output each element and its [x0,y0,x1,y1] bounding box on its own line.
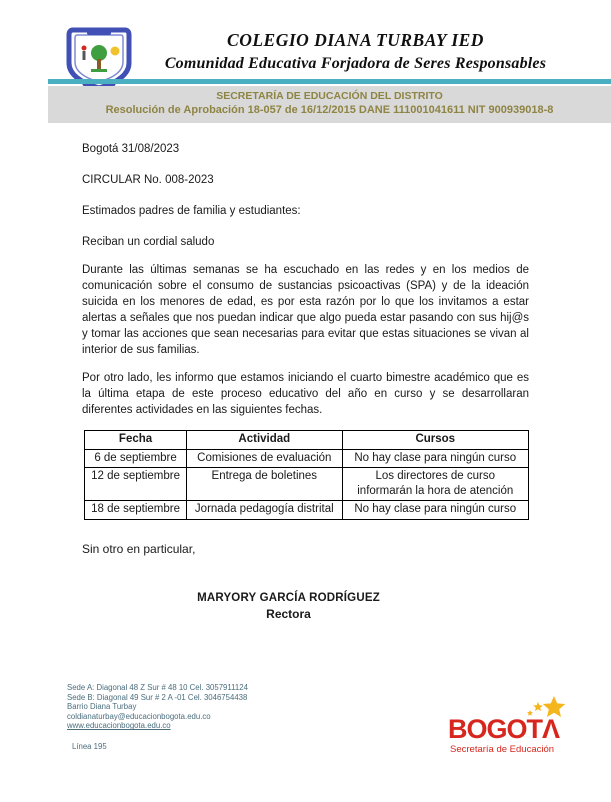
cell-cursos: Los directores de curso informarán la hora de atención [342,468,529,501]
banner-resolution: Resolución de Aprobación 18-057 de 16/12/2015 DANE 111001041611 NIT 900939018-8 [105,104,554,116]
signature-title: Rectora [266,606,311,621]
banner-title: SECRETARÍA DE EDUCACIÓN DEL DISTRITO [216,90,443,102]
document-footer [0,680,611,802]
document-header [0,0,611,122]
bogota-secretaria-logo [448,694,573,760]
bogota-a-caret: Λ [542,714,560,744]
table-row [85,449,529,468]
cell-actividad: Entrega de boletines [187,468,342,501]
footer-email: coldianaturbay@educacionbogota.edu.co [67,711,211,721]
table-header-row [85,431,529,450]
paragraph-fourth-term: Por otro lado, les informo que estamos iniciando el cuarto bimestre académico que es la última etapa de este proceso educativo del año en curso y se desarrollaran diferentes actividades en las siguientes fechas. [82,372,529,416]
cell-cursos: No hay clase para ningún curso [342,449,529,468]
footer-barrio: Barrio Diana Turbay [67,702,137,712]
footer-address-block [67,683,248,731]
header-titles [120,30,591,73]
bogota-wordmark: BOGOTΛ [448,714,560,744]
bogota-subtitle: Secretaría de Educación [450,744,555,755]
table-row [85,468,529,501]
footer-phone-line: Línea 195 [72,742,107,751]
secretaria-banner [48,86,611,123]
column-header-fecha: Fecha [85,431,187,450]
cell-fecha: 6 de septiembre [85,449,187,468]
letter-date: Bogotá 31/08/2023 [82,143,180,155]
activities-table [84,430,529,520]
greeting: Reciban un cordial saludo [82,236,215,248]
closing-line: Sin otro en particular, [82,541,196,556]
column-header-actividad: Actividad [187,431,342,450]
salutation: Estimados padres de familia y estudiantes: [82,205,301,217]
school-motto: Comunidad Educativa Forjadora de Seres Responsables [164,55,547,72]
cell-actividad: Jornada pedagogía distrital [187,501,342,520]
signature-name: MARYORY GARCÍA RODRÍGUEZ [197,591,380,604]
school-name: COLEGIO DIANA TURBAY IED [227,30,484,50]
teal-divider [48,79,611,84]
paragraph-spa-alert: Durante las últimas semanas se ha escuchado en las redes y en los medios de comunicación sobre el consumo de sustancias psicoactivas (SPA) y de la ideación suicida en los menores de edad, es por esta razón por lo que los invitamos a estar alertas a señales que nos puedan indicar que algo pueda estar pasando con sus hij@s y tomar las acciones que sean necesarias para evitar que estas situaciones se vivan al interior de sus familias. [82,264,529,356]
column-header-cursos: Cursos [342,431,529,450]
footer-sede-b: Sede B: Diagonal 49 Sur # 2 A -01 Cel. 3046754438 [67,692,248,702]
footer-website-link[interactable]: www.educacionbogota.edu.co [67,721,171,731]
letter-body [0,122,611,621]
footer-sede-a: Sede A: Diagonal 48 Z Sur # 48 10 Cel. 3057911124 [67,683,248,692]
cell-fecha: 12 de septiembre [85,468,187,501]
circular-number: CIRCULAR No. 008-2023 [82,174,214,186]
signature-block [82,592,529,621]
cell-fecha: 18 de septiembre [85,501,187,520]
cell-cursos: No hay clase para ningún curso [342,501,529,520]
table-row [85,501,529,520]
cell-actividad: Comisiones de evaluación [187,449,342,468]
